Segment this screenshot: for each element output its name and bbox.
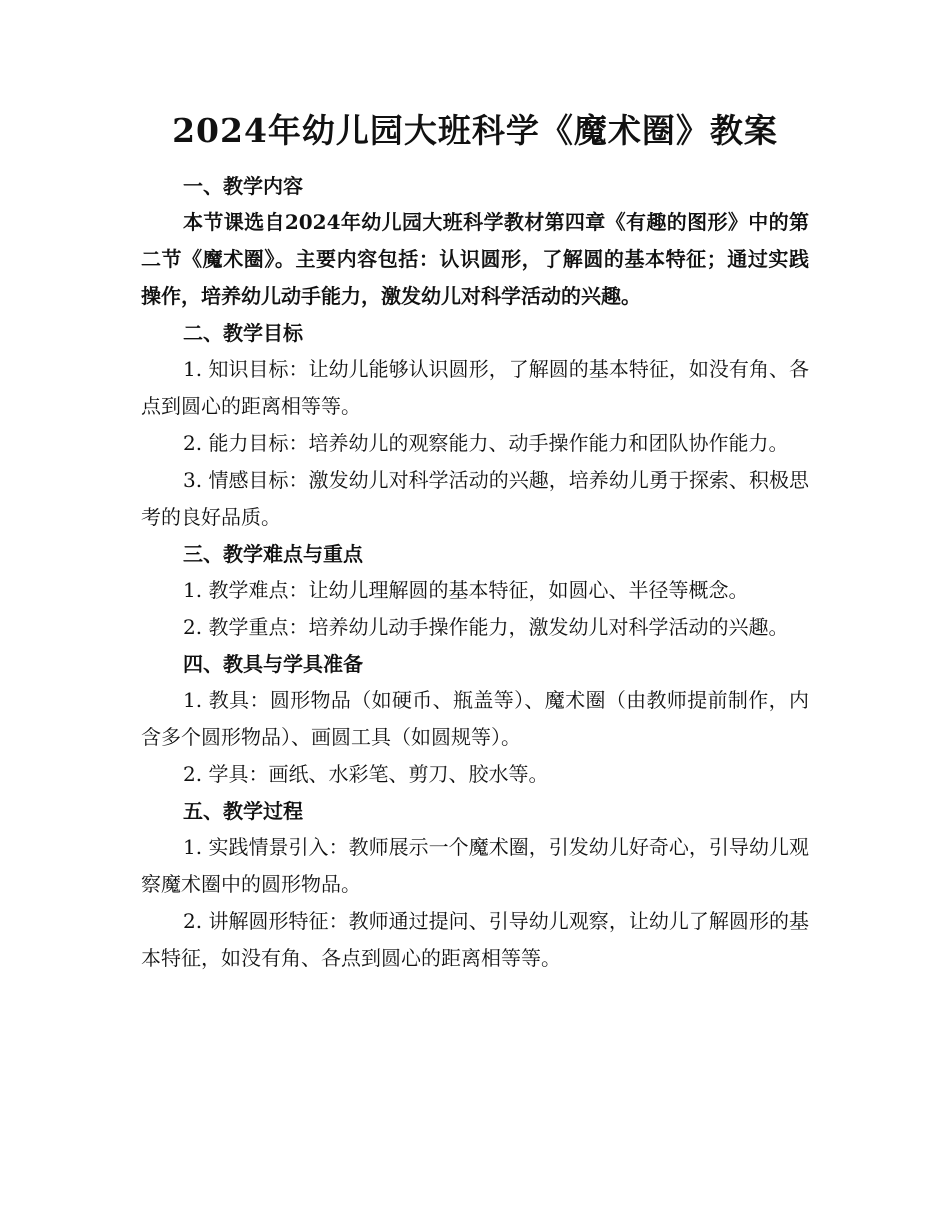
paragraph-circle-features-explanation: 2. 讲解圆形特征：教师通过提问、引导幼儿观察，让幼儿了解圆形的基本特征，如没有角、各点到圆心的距离相等等。 <box>141 909 809 970</box>
document-body <box>141 168 809 977</box>
section-heading-difficulties-and-key-points: 三、教学难点与重点 <box>183 542 363 566</box>
paragraph-emotional-objective: 3. 情感目标：激发幼儿对科学活动的兴趣，培养幼儿勇于探索、积极思考的良好品质。 <box>141 468 809 529</box>
paragraph-situation-introduction: 1. 实践情景引入：教师展示一个魔术圈，引发幼儿好奇心，引导幼儿观察魔术圈中的圆形物品。 <box>141 835 809 896</box>
section-heading-teaching-objectives: 二、教学目标 <box>183 321 303 345</box>
paragraph-ability-objective: 2. 能力目标：培养幼儿的观察能力、动手操作能力和团队协作能力。 <box>183 431 789 455</box>
paragraph-teaching-content: 本节课选自2024年幼儿园大班科学教材第四章《有趣的图形》中的第二节《魔术圈》。主要内容包括：认识圆形，了解圆的基本特征；通过实践操作，培养幼儿动手能力，激发幼儿对科学活动的兴趣。 <box>141 210 809 308</box>
paragraph-teaching-aids: 1. 教具：圆形物品（如硬币、瓶盖等）、魔术圈（由教师提前制作，内含多个圆形物品）、画圆工具（如圆规等）。 <box>141 688 809 749</box>
paragraph-learning-tools: 2. 学具：画纸、水彩笔、剪刀、胶水等。 <box>183 762 549 786</box>
paragraph-teaching-difficulty: 1. 教学难点：让幼儿理解圆的基本特征，如圆心、半径等概念。 <box>183 578 749 602</box>
section-heading-teaching-process: 五、教学过程 <box>183 799 303 823</box>
document-title: 2024年幼儿园大班科学《魔术圈》教案 <box>172 111 778 150</box>
section-heading-teaching-content: 一、教学内容 <box>183 174 303 198</box>
paragraph-teaching-key-point: 2. 教学重点：培养幼儿动手操作能力，激发幼儿对科学活动的兴趣。 <box>183 615 789 639</box>
section-heading-materials-preparation: 四、教具与学具准备 <box>183 652 363 676</box>
paragraph-knowledge-objective: 1. 知识目标：让幼儿能够认识圆形，了解圆的基本特征，如没有角、各点到圆心的距离相等等。 <box>141 357 809 418</box>
